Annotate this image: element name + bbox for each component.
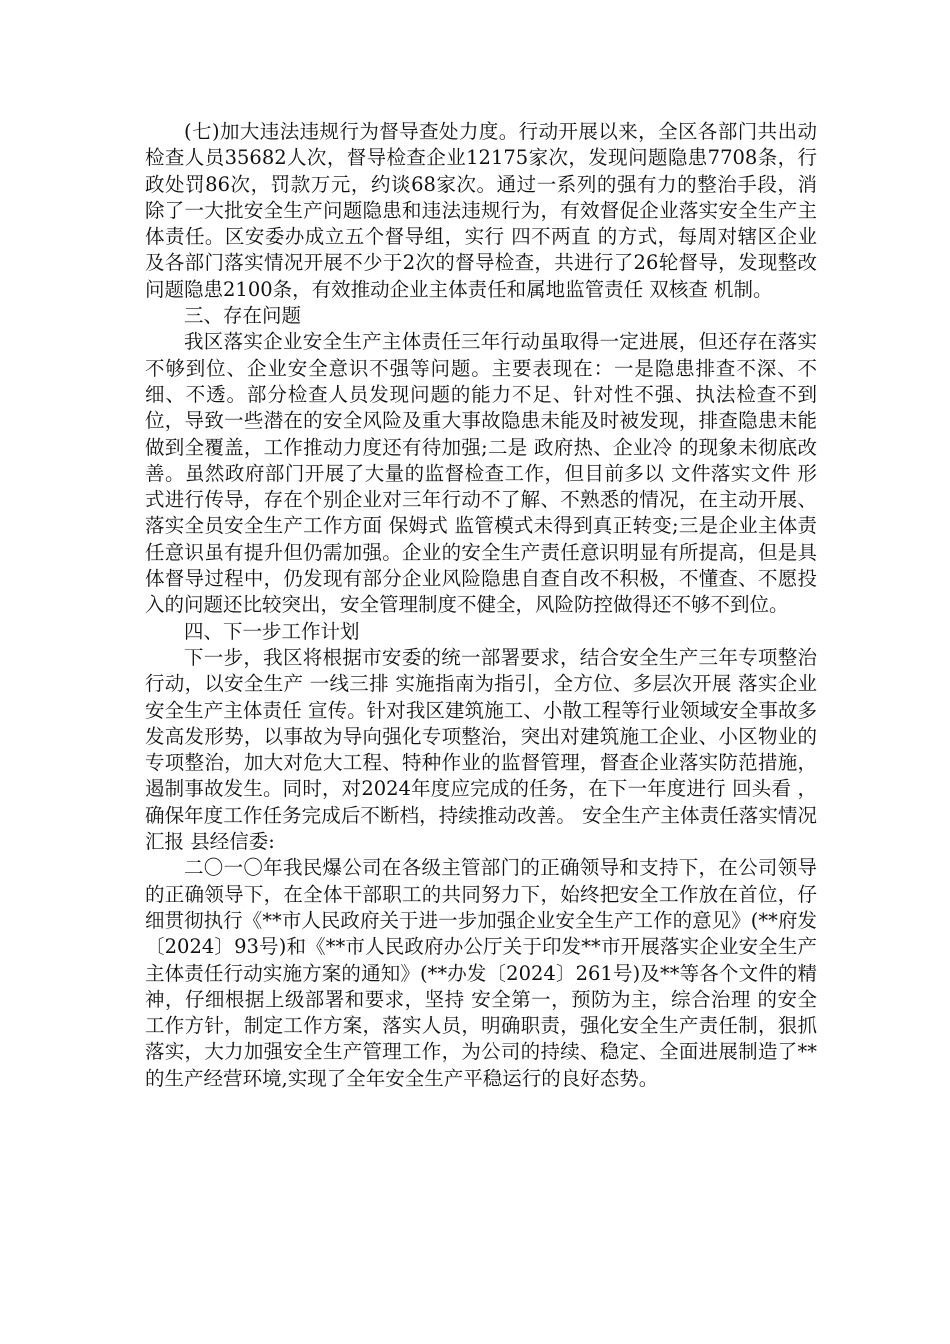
document-body — [145, 119, 817, 1092]
section-heading-next-steps: 四、下一步工作计划 — [184, 619, 360, 643]
section-heading-problems: 三、存在问题 — [184, 304, 302, 328]
paragraph-report-2010: 二〇一〇年我民爆公司在各级主管部门的正确领导和支持下，在公司领导的正确领导下，在全体干部职工的共同努力下，始终把安全工作放在首位，仔细贯彻执行《**市人民政府关于进一步加强企业安全生产工作的意见》(**府发〔2024〕93号)和《**市人民政府办公厅关于印发**市开展落实企业安全生产主体责任行动实施方案的通知》(**办发〔2024〕261号)及**等各个文件的精神，仔细根据上级部署和要求，坚持 安全第一，预防为主，综合治理 的安全工作方针，制定工作方案，落实人员，明确职责，强化安全生产责任制，狠抓落实，大力加强安全生产管理工作，为公司的持续、稳定、全面进展制造了**的生产经营环境,实现了全年安全生产平稳运行的良好态势。 — [145, 856, 817, 1090]
paragraph-supervision: (七)加大违法违规行为督导查处力度。行动开展以来，全区各部门共出动检查人员35682人次，督导检查企业12175家次，发现问题隐患7708条，行政处罚86次，罚款万元，约谈68家次。通过一系列的强有力的整治手段，消除了一大批安全生产问题隐患和违法违规行为，有效督促企业落实安全生产主体责任。区安委办成立五个督导组，实行 四不两直 的方式，每周对辖区企业及各部门落实情况开展不少于2次的督导检查，共进行了26轮督导，发现整改问题隐患2100条，有效推动企业主体责任和属地监管责任 双核查 机制。 — [145, 120, 817, 301]
paragraph-problems: 我区落实企业安全生产主体责任三年行动虽取得一定进展，但还存在落实不够到位、企业安全意识不强等问题。主要表现在：一是隐患排查不深、不细、不透。部分检查人员发现问题的能力不足、针对性不强、执法检查不到位，导致一些潜在的安全风险及重大事故隐患未能及时被发现，排查隐患未能做到全覆盖，工作推动力度还有待加强;二是 政府热、企业冷 的现象未彻底改善。虽然政府部门开展了大量的监督检查工作，但目前多以 文件落实文件 形式进行传导，存在个别企业对三年行动不了解、不熟悉的情况，在主动开展、落实全员安全生产工作方面 保姆式 监管模式未得到真正转变;三是企业主体责任意识虽有提升但仍需加强。企业的安全生产责任意识明显有所提高，但是具体督导过程中，仍发现有部分企业风险隐患自查自改不积极，不懂查、不愿投入的问题还比较突出，安全管理制度不健全，风险防控做得还不够不到位。 — [145, 330, 817, 617]
paragraph-next-steps: 下一步，我区将根据市安委的统一部署要求，结合安全生产三年专项整治行动，以安全生产 一线三排 实施指南为指引，全方位、多层次开展 落实企业安全生产主体责任 宣传。针对我区建筑施工、小散工程等行业领域安全事故多发高发形势，以事故为导向强化专项整治，突出对建筑施工企业、小区物业的专项整治，加大对危大工程、特种作业的监督管理，督查企业落实防范措施，遏制事故发生。同时，对2024年度应完成的任务，在下一年度进行 回头看 ，确保年度工作任务完成后不断档，持续推动改善。 安全生产主体责任落实情况汇报 县经信委: — [145, 645, 817, 854]
